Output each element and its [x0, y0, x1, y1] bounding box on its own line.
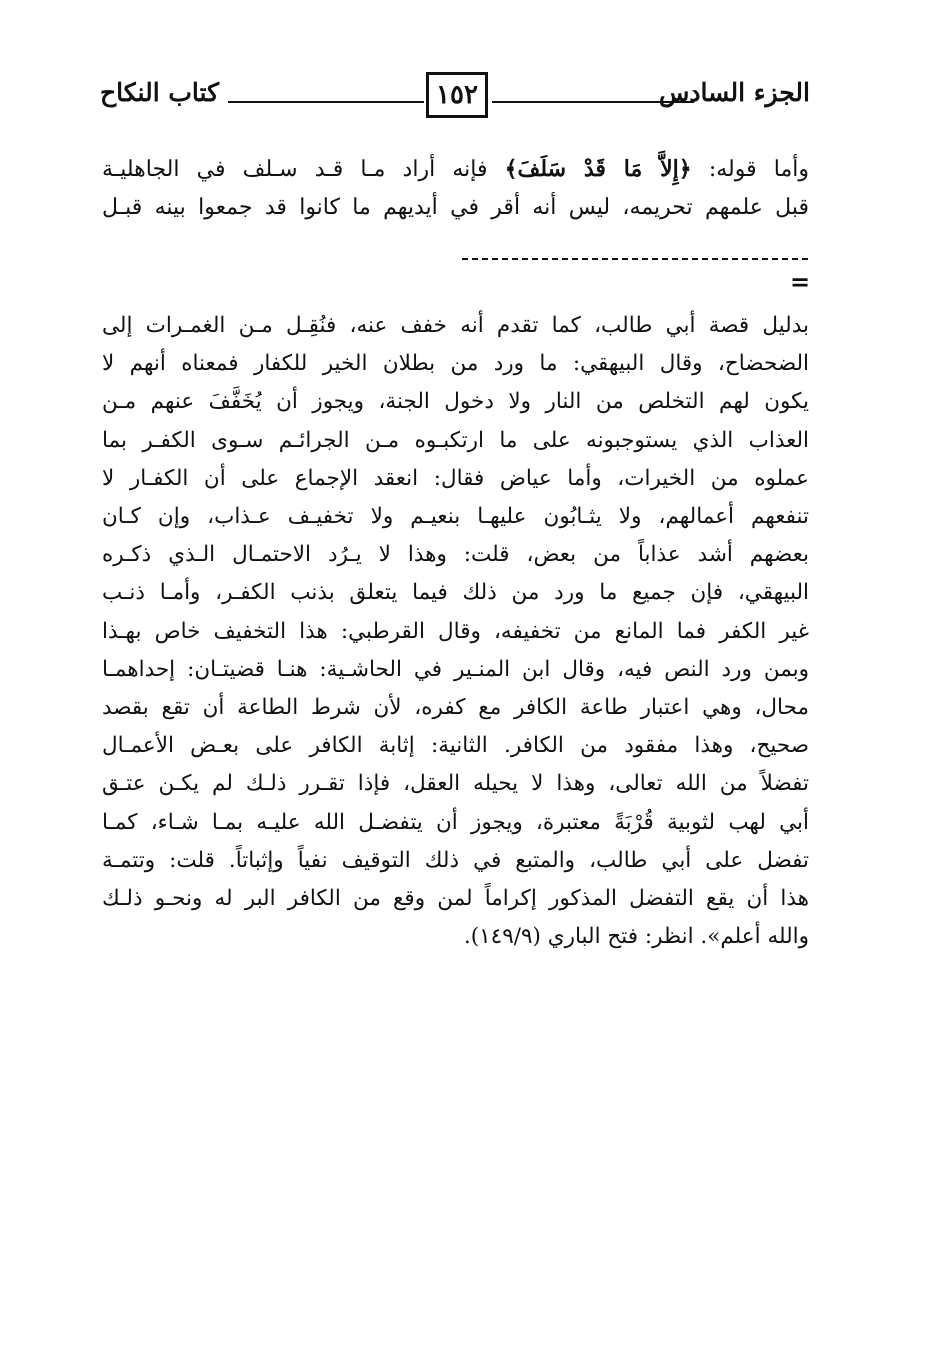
footnote-line: تفضل على أبي طالب، والمتبع في ذلك التوقيف نفياً وإثباتاً. قلت: وتتمـة: [102, 847, 809, 873]
footnote-line: هذا أن يقع التفضل المذكور إكراماً لمن وقع من الكافر البر له ونحـو ذلـك: [102, 886, 809, 912]
footnote-line: غير الكفر فما المانع من تخفيفه، وقال القرطبي: هذا التخفيف خاص بهـذا: [102, 618, 809, 644]
footnote-line: عملوه من الخيرات، وأما عياض فقال: انعقد الإجماع على أن الكفـار لا: [102, 465, 809, 491]
footnote-line: بعضهم أشد عذاباً من بعض، قلت: وهذا لا يـرُد الاحتمـال الـذي ذكـره: [102, 542, 809, 568]
footnote-line: يكون لهم التخلص من النار ولا دخول الجنة، ويجوز أن يُخَفَّفَ عنهم مـن: [102, 389, 809, 415]
footnote-line: وبمن ورد النص فيه، وقال ابن المنـير في الحاشـية: هنـا قضيتـان: إحداهمـا: [102, 656, 809, 682]
footnote-line: تفضلاً من الله تعالى، وهذا لا يحيله العقل، فإذا تقـرر ذلـك لم يكـن عتـق: [102, 771, 809, 797]
main-text-line: قبل علمهم تحريمه، ليس أنه أقر في أيديهم ما كانوا قد جمعوا بينه قبـل: [102, 195, 809, 220]
footnote-line: تنفعهم أعمالهم، ولا يثـابُون عليهـا بنعيـم ولا تخفيـف عـذاب، وإن كـان: [102, 504, 809, 530]
footnote-line: العذاب الذي يستوجبونه على ما ارتكبـوه مـن الجرائـم سـوى الكفـر بما: [102, 427, 809, 453]
main-text-line1-rest: فإنه أراد مـا قـد سـلف في الجاهليـة: [102, 157, 488, 182]
footnote-line: محال، وهي اعتبار طاعة الكافر مع كفره، لأن شرط الطاعة أن تقع بقصد: [102, 695, 809, 721]
footnote-text: [102, 307, 809, 956]
main-text-line: [102, 150, 809, 189]
footnote-line: صحيح، وهذا مفقود من الكافر. الثانية: إثابة الكافر على بعـض الأعمـال: [102, 733, 809, 759]
footnote-line: والله أعلم». انظر: فتح الباري (١٤٩/٩).: [463, 924, 809, 950]
volume-label: الجزء السادس: [658, 78, 810, 107]
footnote-line: الضحضاح، وقال البيهقي: ما ورد من بطلان الخير للكفار فمعناه أنهم لا: [102, 351, 809, 377]
page-number: ١٥٢: [426, 72, 488, 118]
main-text: [102, 150, 809, 227]
page-header: [100, 68, 810, 124]
footnote-line: أبي لهب لثوبية قُرْبَةً معتبرة، ويجوز أن يتفضـل الله عليـه بمـا شـاء، كمـا: [102, 809, 809, 835]
main-text-intro: وأما قوله:: [708, 157, 809, 182]
quran-quote: ﴿إِلاَّ مَا قَدْ سَلَفَ﴾: [504, 156, 692, 182]
book-title: كتاب النكاح: [100, 78, 219, 107]
header-rule-right: [492, 101, 694, 103]
header-rule-left: [228, 101, 424, 103]
footnote-line: بدليل قصة أبي طالب، كما تقدم أنه خفف عنه، فنُقِـل مـن الغمـرات إلى: [102, 313, 809, 338]
footnote-continuation-mark: =: [790, 267, 811, 296]
footnote-line: البيهقي، فإن جميع ما ورد من ذلك فيما يتعلق بذنب الكفـر، وأمـا ذنـب: [102, 580, 809, 606]
footnote-divider: [462, 258, 808, 260]
